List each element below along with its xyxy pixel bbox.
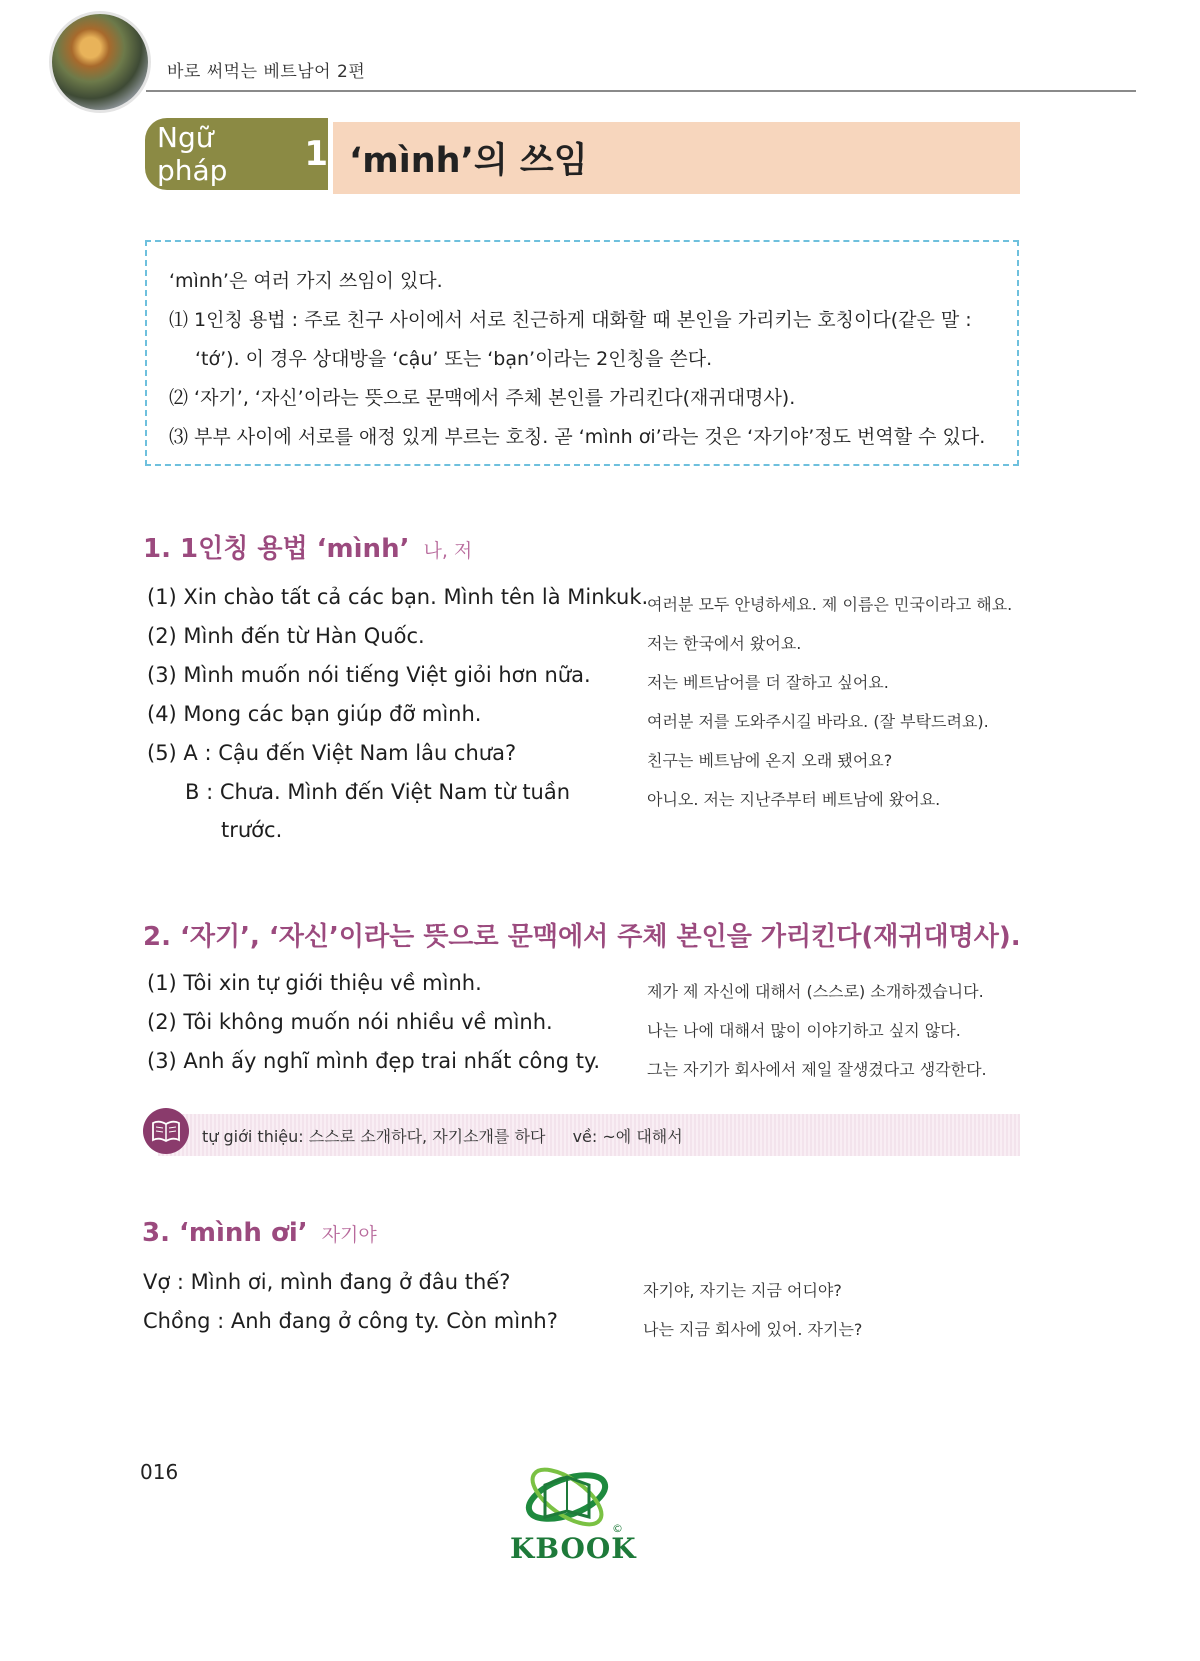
section-3-heading	[142, 1218, 377, 1248]
section-2-heading: 2. ‘자기’, ‘자신’이라는 뜻으로 문맥에서 주체 본인을 가리킨다(재귀대명사).	[143, 922, 1021, 952]
vocab-text	[202, 1124, 683, 1147]
example-ko: 그는 자기가 회사에서 제일 잘생겼다고 생각한다.	[647, 1060, 987, 1079]
example-ko: 나는 나에 대해서 많이 이야기하고 싶지 않다.	[647, 1021, 961, 1040]
vocab-definition: : 스스로 소개하다, 자기소개를 하다	[298, 1127, 546, 1146]
example-vi: (4) Mong các bạn giúp đỡ mình.	[147, 702, 482, 726]
example-vi: (2) Mình đến từ Hàn Quốc.	[147, 624, 425, 648]
example-vi: (3) Anh ấy nghĩ mình đẹp trai nhất công ty.	[147, 1049, 601, 1073]
section-3-subtitle: 자기야	[321, 1224, 377, 1246]
book-title: 바로 써먹는 베트남어 2편	[167, 62, 366, 82]
logo-text: KBOOK	[510, 1532, 637, 1565]
open-book-icon	[143, 1108, 189, 1154]
example-ko: 여러분 모두 안녕하세요. 제 이름은 민국이라고 해요.	[647, 595, 1013, 614]
summary-line: ‘mình’은 여러 가지 쓰임이 있다.	[169, 270, 443, 292]
example-ko: 친구는 베트남에 온지 오래 됐어요?	[647, 751, 893, 770]
example-ko: 제가 제 자신에 대해서 (스스로) 소개하겠습니다.	[647, 982, 984, 1001]
grammar-tab	[145, 118, 328, 190]
dialogue-vi: Chồng : Anh đang ở công ty. Còn mình?	[143, 1309, 558, 1333]
example-ko: 저는 베트남어를 더 잘하고 싶어요.	[647, 673, 889, 692]
section-1-title: 1. 1인칭 용법 ‘mình’	[143, 534, 410, 564]
section-1-subtitle: 나, 저	[423, 540, 473, 562]
example-vi: (3) Mình muốn nói tiếng Việt giỏi hơn nữa.	[147, 663, 591, 687]
example-ko: 저는 한국에서 왔어요.	[647, 634, 802, 653]
summary-line: ‘tớ’). 이 경우 상대방을 ‘cậu’ 또는 ‘bạn’이라는 2인칭을 쓴다.	[195, 348, 713, 370]
section-1-heading	[143, 528, 472, 565]
summary-line: ⑶ 부부 사이에 서로를 애정 있게 부르는 호칭. 곧 ‘mình ơi’라는 것은 ‘자기야’정도 번역할 수 있다.	[169, 426, 986, 448]
summary-line: ⑵ ‘자기’, ‘자신’이라는 뜻으로 문맥에서 주체 본인를 가리킨다(재귀대명사).	[169, 387, 796, 409]
grammar-number: 1	[304, 134, 328, 174]
street-photo-icon	[52, 14, 148, 110]
summary-line: ⑴ 1인칭 용법 : 주로 친구 사이에서 서로 친근하게 대화할 때 본인을 가리키는 호칭이다(같은 말 :	[169, 309, 972, 331]
summary-box	[145, 240, 1019, 466]
grammar-title: ‘mình’의 쓰임	[349, 141, 588, 181]
example-vi: B : Chưa. Mình đến Việt Nam từ tuần	[185, 780, 571, 804]
dialogue-ko: 자기야, 자기는 지금 어디야?	[643, 1281, 842, 1300]
example-ko: 아니오. 저는 지난주부터 베트남에 왔어요.	[647, 790, 941, 809]
header-divider	[146, 90, 1136, 92]
dialogue-ko: 나는 지금 회사에 있어. 자기는?	[643, 1320, 863, 1339]
example-vi: (5) A : Cậu đến Việt Nam lâu chưa?	[147, 741, 517, 765]
logo-copyright: ©	[612, 1522, 623, 1535]
grammar-label: Ngữ pháp	[157, 121, 228, 187]
grammar-title-bar	[333, 122, 1020, 194]
section-3-title: 3. ‘mình ơi’	[142, 1218, 308, 1248]
example-vi: (1) Xin chào tất cả các bạn. Mình tên là Minkuk.	[147, 585, 649, 609]
vocab-term: tự giới thiệu	[202, 1127, 299, 1146]
dialogue-vi: Vợ : Mình ơi, mình đang ở đâu thế?	[143, 1270, 511, 1294]
example-ko: 여러분 저를 도와주시길 바라요. (잘 부탁드려요).	[647, 712, 989, 731]
example-vi: (1) Tôi xin tự giới thiệu về mình.	[147, 971, 482, 995]
vocab-definition: : ~에 대해서	[591, 1127, 683, 1146]
example-vi: (2) Tôi không muốn nói nhiều về mình.	[147, 1010, 553, 1034]
vocab-term: về	[572, 1127, 592, 1146]
example-vi-continuation: trước.	[221, 818, 283, 842]
page-number: 016	[140, 1460, 179, 1484]
